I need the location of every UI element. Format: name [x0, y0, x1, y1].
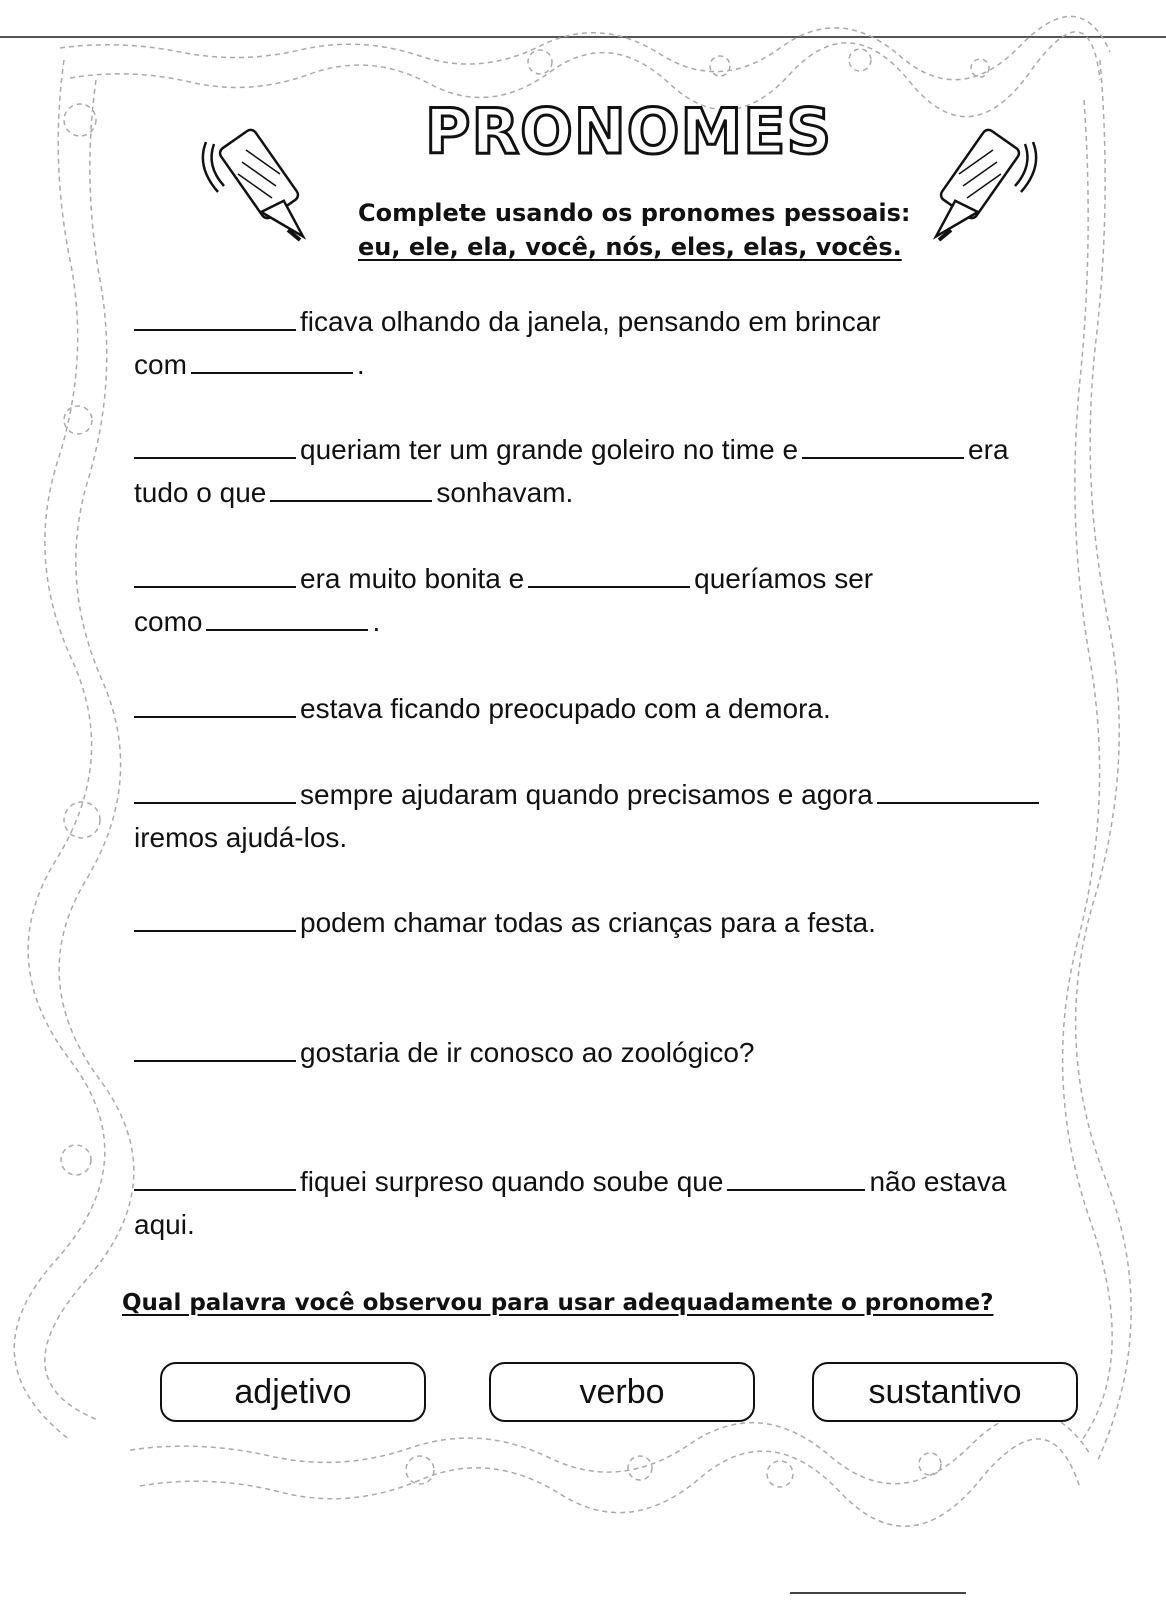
instruction-text: Complete usando os pronomes pessoais: — [358, 199, 911, 227]
exercise-text: queríamos ser — [694, 563, 874, 594]
exercise-text: estava ficando preocupado com a demora. — [300, 693, 831, 724]
exercise-text: tudo o que — [134, 477, 267, 508]
title-banner — [425, 82, 833, 182]
answer-blank[interactable] — [528, 560, 690, 588]
exercise-text: era — [968, 434, 1009, 465]
exercise-text: aqui. — [134, 1209, 195, 1240]
exercise-text: fiquei surpreso quando soube que — [300, 1166, 724, 1197]
pronoun-list: eu, ele, ela, você, nós, eles, elas, vocês. — [358, 233, 902, 261]
exercise-text: . — [356, 349, 365, 380]
answer-blank[interactable] — [134, 303, 296, 331]
answer-blank[interactable] — [134, 904, 296, 932]
exercise-2 — [134, 428, 1094, 514]
exercise-text: com — [134, 349, 187, 380]
exercise-6 — [134, 901, 1094, 944]
answer-blank[interactable] — [802, 431, 964, 459]
exercise-text: como — [134, 606, 203, 637]
bottom-rule — [790, 1592, 966, 1594]
answer-blank[interactable] — [134, 776, 296, 804]
exercise-text: iremos ajudá-los. — [134, 822, 348, 853]
answer-blank[interactable] — [134, 431, 296, 459]
exercise-text: ficava olhando da janela, pensando em brincar — [300, 306, 881, 337]
answer-blank[interactable] — [191, 346, 353, 374]
exercise-text: podem chamar todas as crianças para a festa. — [300, 907, 876, 938]
pencil-icon — [196, 122, 321, 250]
exercise-text: era muito bonita e — [300, 563, 525, 594]
answer-blank[interactable] — [134, 1163, 296, 1191]
answer-blank[interactable] — [877, 776, 1039, 804]
exercise-3 — [134, 557, 1094, 643]
exercise-8 — [134, 1160, 1094, 1246]
exercise-text: sempre ajudaram quando precisamos e agora — [300, 779, 873, 810]
exercise-text: não estava — [869, 1166, 1007, 1197]
exercise-5 — [134, 773, 1094, 859]
answer-blank[interactable] — [727, 1163, 865, 1191]
instruction — [358, 196, 918, 264]
exercise-text: queriam ter um grande goleiro no time e — [300, 434, 799, 465]
option-sustantivo[interactable]: sustantivo — [812, 1362, 1078, 1422]
exercise-text: sonhavam. — [436, 477, 574, 508]
page-title: PRONOMES — [425, 95, 833, 168]
answer-blank[interactable] — [206, 603, 368, 631]
pencil-icon — [918, 122, 1043, 250]
option-adjetivo[interactable]: adjetivo — [160, 1362, 426, 1422]
answer-blank[interactable] — [270, 474, 432, 502]
answer-blank[interactable] — [134, 560, 296, 588]
option-verbo[interactable]: verbo — [489, 1362, 755, 1422]
exercise-4 — [134, 687, 1094, 730]
answer-blank[interactable] — [134, 1034, 296, 1062]
exercise-1 — [134, 300, 1094, 386]
exercise-text: . — [372, 606, 381, 637]
answer-blank[interactable] — [134, 690, 296, 718]
question-prompt: Qual palavra você observou para usar adequadamente o pronome? — [122, 1290, 994, 1316]
exercise-text: gostaria de ir conosco ao zoológico? — [300, 1037, 755, 1068]
exercise-7 — [134, 1031, 1094, 1074]
